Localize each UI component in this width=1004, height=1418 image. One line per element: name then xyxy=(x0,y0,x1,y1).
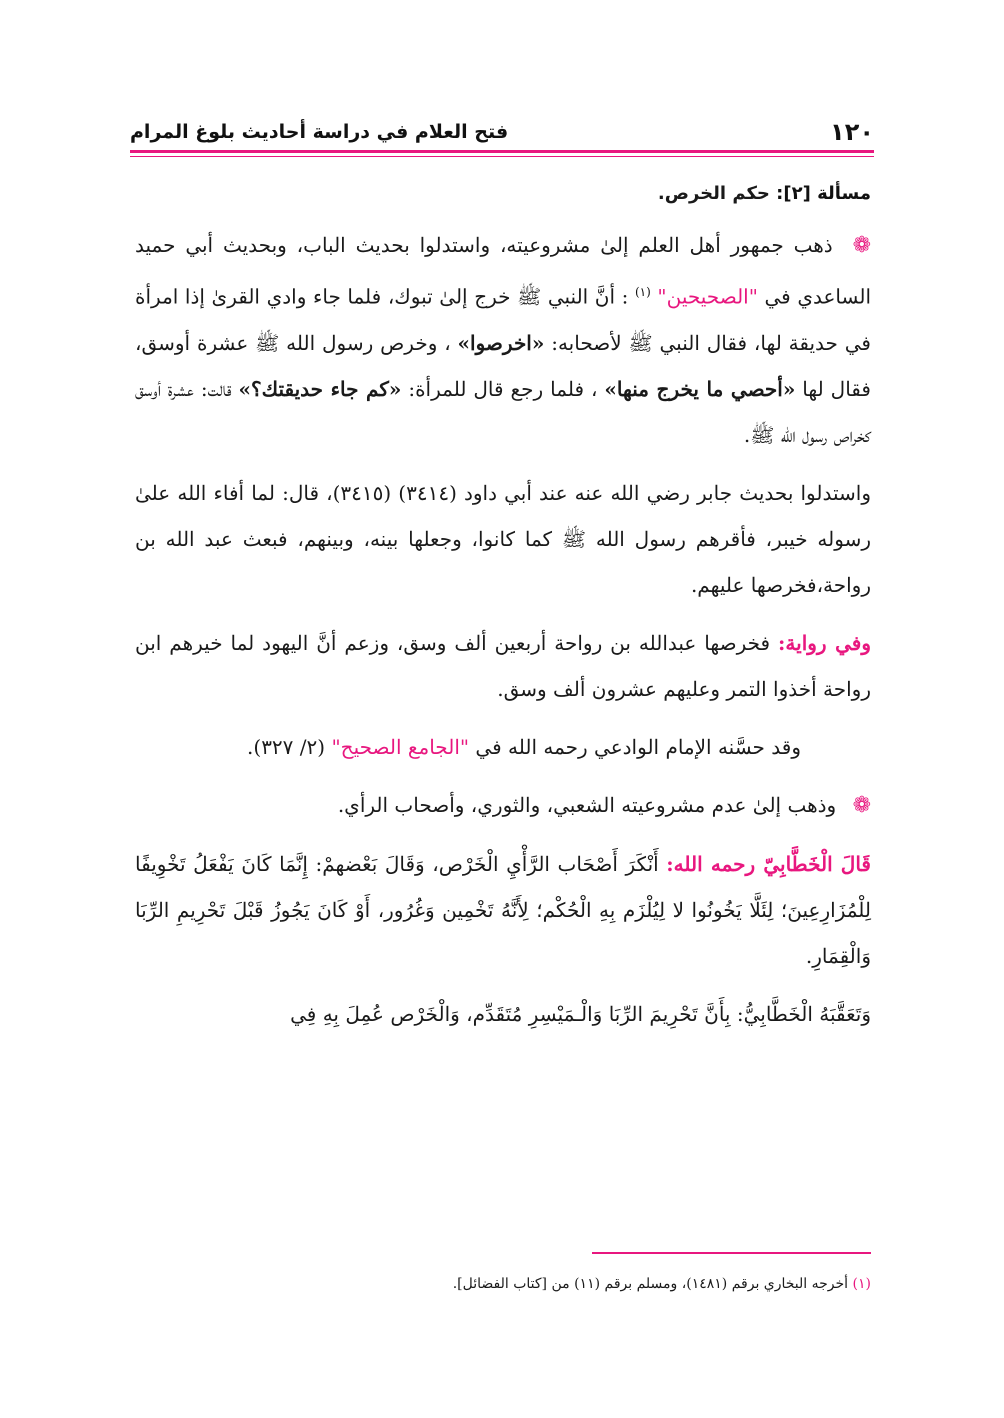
issue-heading xyxy=(135,174,871,214)
paragraph-7: وَتَعَقَّبَهُ الْخَطَّابِيُّ: بِأَنَّ تَحْرِيمَ الرِّبَا وَالْـمَيْسِرِ مُتَقَدِّم، وَالْخَرْص عُمِلَ بِهِ فِي xyxy=(290,1001,871,1026)
hadith-quote: «أحصي ما يخرج منها» xyxy=(604,376,796,401)
narration-label: وفي رواية: xyxy=(778,630,871,655)
flower-ornament-icon: ❁ xyxy=(852,792,871,818)
book-reference: "الجامع الصحيح" xyxy=(331,734,470,759)
text-run: أَنْكَرَ أَصْحَاب الرَّأْيِ الْخَرْص، وَقَالَ بَعْضهمْ: إِنَّمَا كَانَ يَفْعَلُ تَخْوِيفًا لِلْمُزَارِعِينَ؛ لِئَلَّا يَخُونُوا لا لِيُلْزَم بِهِ الْحُكْم؛ لِأَنَّهُ تَخْمِين وَغُرُور، أَوْ كَانَ يَجُوزُ قَبْلَ تَحْرِيمِ الرِّبَا وَالْقِمَارِ. xyxy=(135,851,872,968)
paragraph-4 xyxy=(135,724,871,770)
footnote-text: أخرجه البخاري برقم (١٤٨١)، ومسلم برقم (١١) من [كتاب الفضائل]. xyxy=(452,1276,849,1292)
text-run: ، وخرص رسول الله ﷺ عشرة أوسق، فقال لها xyxy=(135,330,871,401)
footnote-marker[interactable]: (١) xyxy=(634,285,651,299)
paragraph-1 xyxy=(135,222,871,458)
hadith-quote: «كم جاء حديقتك؟» xyxy=(238,376,402,401)
header-rule-thick xyxy=(130,150,874,153)
book-reference: "الصحيحين" xyxy=(657,284,758,309)
footnote-number: (١) xyxy=(852,1276,871,1292)
book-title: فتح العلام في دراسة أحاديث بلوغ المرام xyxy=(130,121,509,143)
text-run: وقد حسَّنه الإمام الوادعي رحمه الله في xyxy=(469,734,801,759)
running-header xyxy=(130,116,874,148)
text-run: : أنَّ النبي ﷺ خرج إلىٰ تبوك، فلما جاء وادي القرىٰ إذا امرأة في حديقة لها، فقال النبي ﷺ لأصحابه: xyxy=(135,284,871,355)
text-run: ، فلما رجع قال للمرأة: xyxy=(401,376,598,401)
page-body xyxy=(135,174,871,1037)
hadith-quote: «اخرصوا» xyxy=(457,330,545,355)
text-run: وذهب إلىٰ عدم مشروعيته الشعبي، والثوري، وأصحاب الرأي. xyxy=(337,792,837,817)
paragraph-6 xyxy=(135,841,871,979)
paragraph-2: واستدلوا بحديث جابر رضي الله عنه عند أبي داود (٣٤١٤) (٣٤١٥)، قال: لما أفاء الله علىٰ رسوله خيبر، فأقرهم رسول الله ﷺ كما كانوا، وجعلها بينه، وبينهم، فبعث عبد الله بن رواحة،فخرصها عليهم. xyxy=(135,480,871,597)
footnote xyxy=(135,1272,871,1296)
header-rule-thin xyxy=(130,156,874,157)
scholar-label: قَالَ الْخَطَّابِيّ رحمه الله: xyxy=(666,851,871,876)
issue-label: مسألة [٢]: xyxy=(776,183,871,204)
paragraph-3 xyxy=(135,620,871,712)
text-run: (٢/ ٣٢٧). xyxy=(247,734,326,759)
flower-ornament-icon: ❁ xyxy=(852,233,871,258)
text-run: ذهب جمهور أهل العلم إلىٰ مشروعيته، واستدلوا بحديث الباب، وبحديث أبي حميد الساعدي في xyxy=(135,233,871,309)
paragraph-5 xyxy=(135,782,871,829)
page-number: ١٢٠ xyxy=(830,118,874,146)
text-run: قالت: عشرة أوسق كخراص رسول الله ﷺ. xyxy=(135,376,871,447)
issue-title: حكم الخرص. xyxy=(657,183,770,204)
text-run: فخرصها عبدالله بن رواحة أربعين ألف وسق، وزعم أنَّ اليهود لما خيرهم ابن رواحة أخذوا التمر وعليهم عشرون ألف وسق. xyxy=(135,630,871,701)
footnote-rule xyxy=(592,1252,871,1254)
